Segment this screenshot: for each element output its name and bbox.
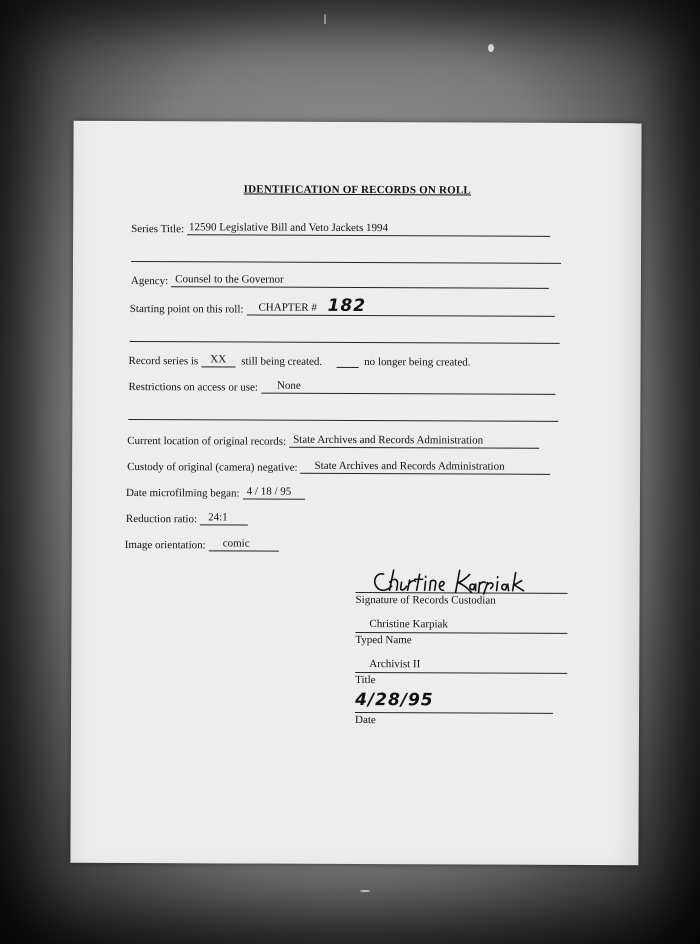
orientation-label: Image orientation:	[124, 538, 206, 552]
series-title-value: 12590 Legislative Bill and Veto Jackets 1994	[187, 221, 550, 237]
orientation-row	[125, 537, 279, 552]
signature-caption: Signature of Records Custodian	[355, 593, 496, 607]
typed-name-value: Christine Karpiak	[355, 616, 567, 634]
signature-line	[356, 568, 568, 594]
record-series-row	[129, 353, 471, 368]
date-began-row	[126, 485, 305, 500]
series-title-label: Series Title:	[131, 223, 185, 236]
title-caption: Title	[355, 673, 376, 687]
custody-label: Custody of original (camera) negative:	[127, 461, 298, 474]
film-scratch	[324, 14, 326, 24]
title-value: Archivist II	[355, 656, 567, 674]
restrictions-label: Restrictions on access or use:	[128, 381, 259, 394]
date-began-value: 4 / 18 / 95	[243, 486, 305, 500]
no-longer-mark	[336, 355, 358, 368]
starting-point-continuation-line	[130, 341, 560, 344]
current-location-row	[127, 433, 539, 449]
orientation-value: comic	[209, 537, 279, 551]
typed-name-caption: Typed Name	[355, 633, 412, 647]
custody-value: State Archives and Records Administration	[301, 460, 551, 475]
restrictions-continuation-line	[128, 419, 558, 422]
reduction-label: Reduction ratio:	[125, 512, 198, 526]
date-handwritten: 4/28/95	[355, 692, 553, 714]
starting-point-row	[129, 295, 555, 317]
starting-point-field	[246, 295, 554, 317]
reduction-value: 24:1	[200, 511, 248, 525]
no-longer-being-created-text: no longer being created.	[364, 356, 471, 369]
record-series-mark: XX	[201, 353, 235, 367]
restrictions-value: None	[261, 380, 555, 395]
form-heading: IDENTIFICATION OF RECORDS ON ROLL	[243, 183, 471, 197]
restrictions-row	[128, 379, 555, 395]
film-speck	[488, 44, 494, 52]
series-title-row	[131, 221, 550, 237]
custody-row	[127, 459, 551, 475]
agency-row	[131, 273, 549, 289]
date-began-label: Date microfilming began:	[125, 486, 240, 500]
still-being-created-text: still being created.	[241, 355, 323, 368]
signature-block	[355, 568, 568, 727]
series-title-continuation-line	[131, 261, 561, 264]
reduction-row	[126, 511, 248, 526]
form-sheet	[70, 121, 641, 865]
agency-value: Counsel to the Governor	[171, 273, 549, 289]
current-location-label: Current location of original records:	[127, 435, 287, 448]
agency-label: Agency:	[130, 275, 169, 288]
handwritten-signature	[370, 568, 530, 595]
record-series-label: Record series is	[128, 355, 199, 368]
starting-point-handwritten: 182	[327, 295, 367, 317]
date-caption: Date	[354, 713, 376, 727]
starting-point-value: CHAPTER #	[258, 301, 317, 314]
starting-point-label: Starting point on this roll:	[129, 303, 244, 316]
film-scratch	[360, 890, 370, 892]
current-location-value: State Archives and Records Administration	[289, 434, 539, 449]
